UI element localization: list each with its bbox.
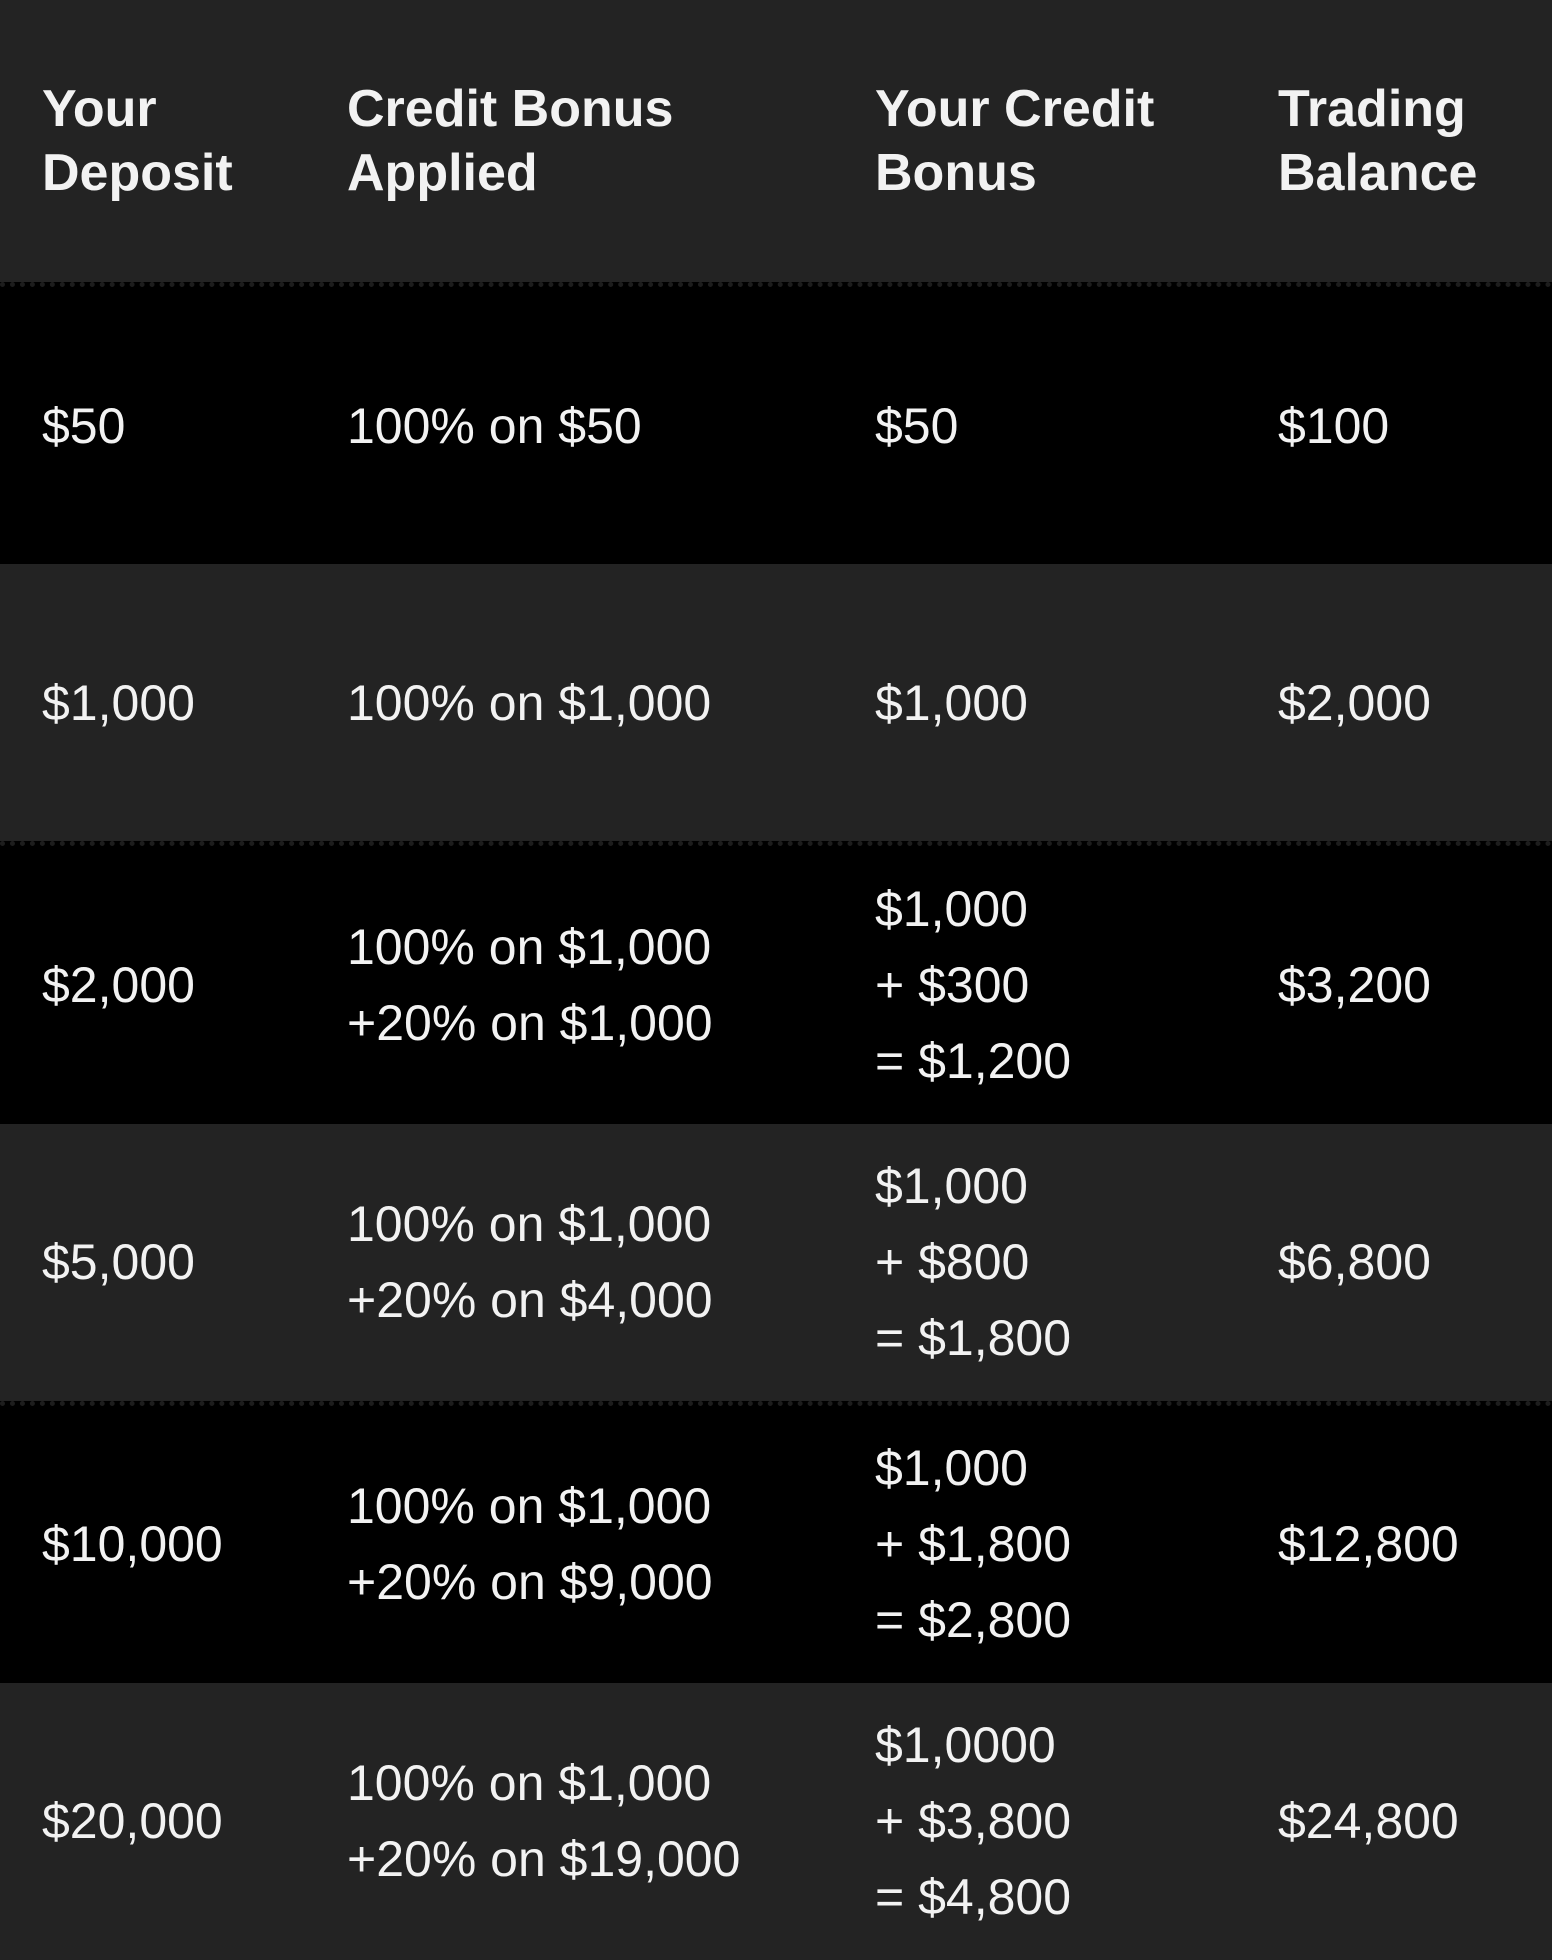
cell-line: 100% on $50 [347,397,642,454]
credit-bonus-cell [875,1148,1278,1376]
deposit-cell [0,1224,347,1300]
cell-line: $1,000 [875,674,1028,731]
cell-line: $3,200 [1278,956,1431,1013]
credit-bonus-cell [875,1430,1278,1658]
column-header-credit-bonus-applied: Credit Bonus Applied [347,80,674,202]
column-header-trading-balance: Trading Balance [1278,80,1478,202]
cell-line: +20% on $4,000 [347,1272,713,1329]
cell-line: 100% on $1,000 [347,674,712,731]
cell-line: +20% on $19,000 [347,1831,741,1888]
trading-balance-cell [1278,947,1552,1023]
cell-line: 100% on $1,000 [347,1478,712,1535]
cell-line: = $4,800 [875,1869,1072,1926]
bonus-applied-cell [347,1745,875,1897]
deposit-cell [0,665,347,741]
table-row [0,1124,1552,1401]
table-row [0,841,1552,1123]
credit-bonus-cell [875,1707,1278,1935]
cell-line: $1,000 [42,674,195,731]
cell-line: $1,000 [875,1440,1028,1497]
bonus-applied-cell [347,388,875,464]
cell-line: 100% on $1,000 [347,918,712,975]
cell-line: = $1,200 [875,1032,1072,1089]
credit-bonus-cell [875,871,1278,1099]
table-row [0,1683,1552,1960]
trading-balance-cell [1278,665,1552,741]
cell-line: +20% on $9,000 [347,1554,713,1611]
cell-line: + $1,800 [875,1516,1072,1573]
cell-line: $20,000 [42,1793,223,1850]
table-header-row [0,0,1552,282]
cell-line: = $1,800 [875,1310,1072,1367]
cell-line: $1,000 [875,1158,1028,1215]
deposit-cell [0,388,347,464]
cell-line: $2,000 [42,956,195,1013]
table-row [0,1401,1552,1683]
cell-line: $2,000 [1278,674,1431,731]
trading-balance-cell [1278,1783,1552,1859]
cell-line: + $3,800 [875,1793,1072,1850]
cell-line: $6,800 [1278,1234,1431,1291]
bonus-applied-cell [347,1186,875,1338]
bonus-applied-cell [347,909,875,1061]
cell-line: = $2,800 [875,1592,1072,1649]
table-row [0,282,1552,564]
cell-line: $100 [1278,397,1390,454]
deposit-cell [0,1506,347,1582]
cell-line: 100% on $1,000 [347,1196,712,1253]
credit-bonus-cell [875,388,1278,464]
cell-line: $10,000 [42,1516,223,1573]
bonus-applied-cell [347,665,875,741]
cell-line: +20% on $1,000 [347,994,713,1051]
trading-balance-cell [1278,1506,1552,1582]
cell-line: $50 [875,397,959,454]
cell-line: $50 [42,397,126,454]
cell-line: $5,000 [42,1234,195,1291]
deposit-cell [0,947,347,1023]
cell-line: + $300 [875,956,1030,1013]
column-header-your-deposit: Your Deposit [42,80,233,202]
cell-line: $1,000 [875,880,1028,937]
cell-line: 100% on $1,000 [347,1755,712,1812]
table-row [0,564,1552,841]
bonus-applied-cell [347,1468,875,1620]
cell-line: + $800 [875,1234,1030,1291]
cell-line: $24,800 [1278,1793,1459,1850]
credit-bonus-cell [875,665,1278,741]
trading-balance-cell [1278,388,1552,464]
column-header-your-credit-bonus: Your Credit Bonus [875,80,1155,202]
table-body [0,282,1552,1960]
deposit-cell [0,1783,347,1859]
cell-line: $12,800 [1278,1516,1459,1573]
trading-balance-cell [1278,1224,1552,1300]
cell-line: $1,0000 [875,1717,1056,1774]
